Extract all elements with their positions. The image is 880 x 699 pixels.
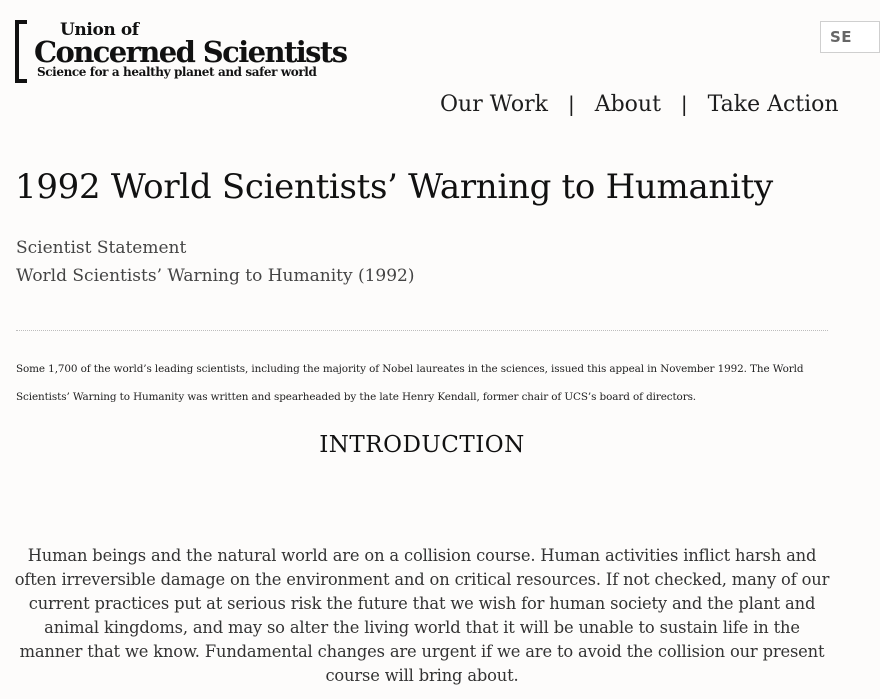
logo-bracket <box>15 20 27 83</box>
nav-separator: | <box>567 92 575 116</box>
logo-tagline: Science for a healthy planet and safer world <box>37 65 317 79</box>
section-heading: INTRODUCTION <box>319 432 525 458</box>
logo-text-union-of: Union of <box>60 20 139 40</box>
body-paragraph: Human beings and the natural world are on a collision course. Human activities inflict harsh and often irreversible damage on the environment and on critical resources. If not checked, many of our current practices put at serious risk the future that we wish for human society and the plant and animal kingdoms, and may so alter the living world that it will be unable to sustain life in the manner that we know. Fundamental changes are urgent if we are to avoid the collision our present course will bring about. <box>14 546 830 685</box>
section-divider <box>16 330 828 331</box>
search-button[interactable]: SE <box>820 21 880 53</box>
subtitle-statement-name: World Scientists’ Warning to Humanity (1992) <box>16 266 415 286</box>
nav-item-our-work[interactable]: Our Work <box>440 91 548 117</box>
nav-item-about[interactable]: About <box>594 91 661 117</box>
nav-item-take-action[interactable]: Take Action <box>707 91 839 117</box>
nav-separator: | <box>680 92 688 116</box>
page-title: 1992 World Scientists’ Warning to Humanity <box>15 167 773 207</box>
subtitle-statement-type: Scientist Statement <box>16 238 187 258</box>
logo-text-concerned-scientists: Concerned Scientists <box>34 35 347 69</box>
intro-text: Some 1,700 of the world’s leading scientists, including the majority of Nobel laureates in the sciences, issued this appeal in November 1992. The World Scientists’ Warning to Humanity was written and spearheaded by the late Henry Kendall, former chair of UCS’s board of directors. <box>16 363 804 403</box>
site-logo-link[interactable] <box>15 20 395 84</box>
main-nav <box>440 86 839 122</box>
